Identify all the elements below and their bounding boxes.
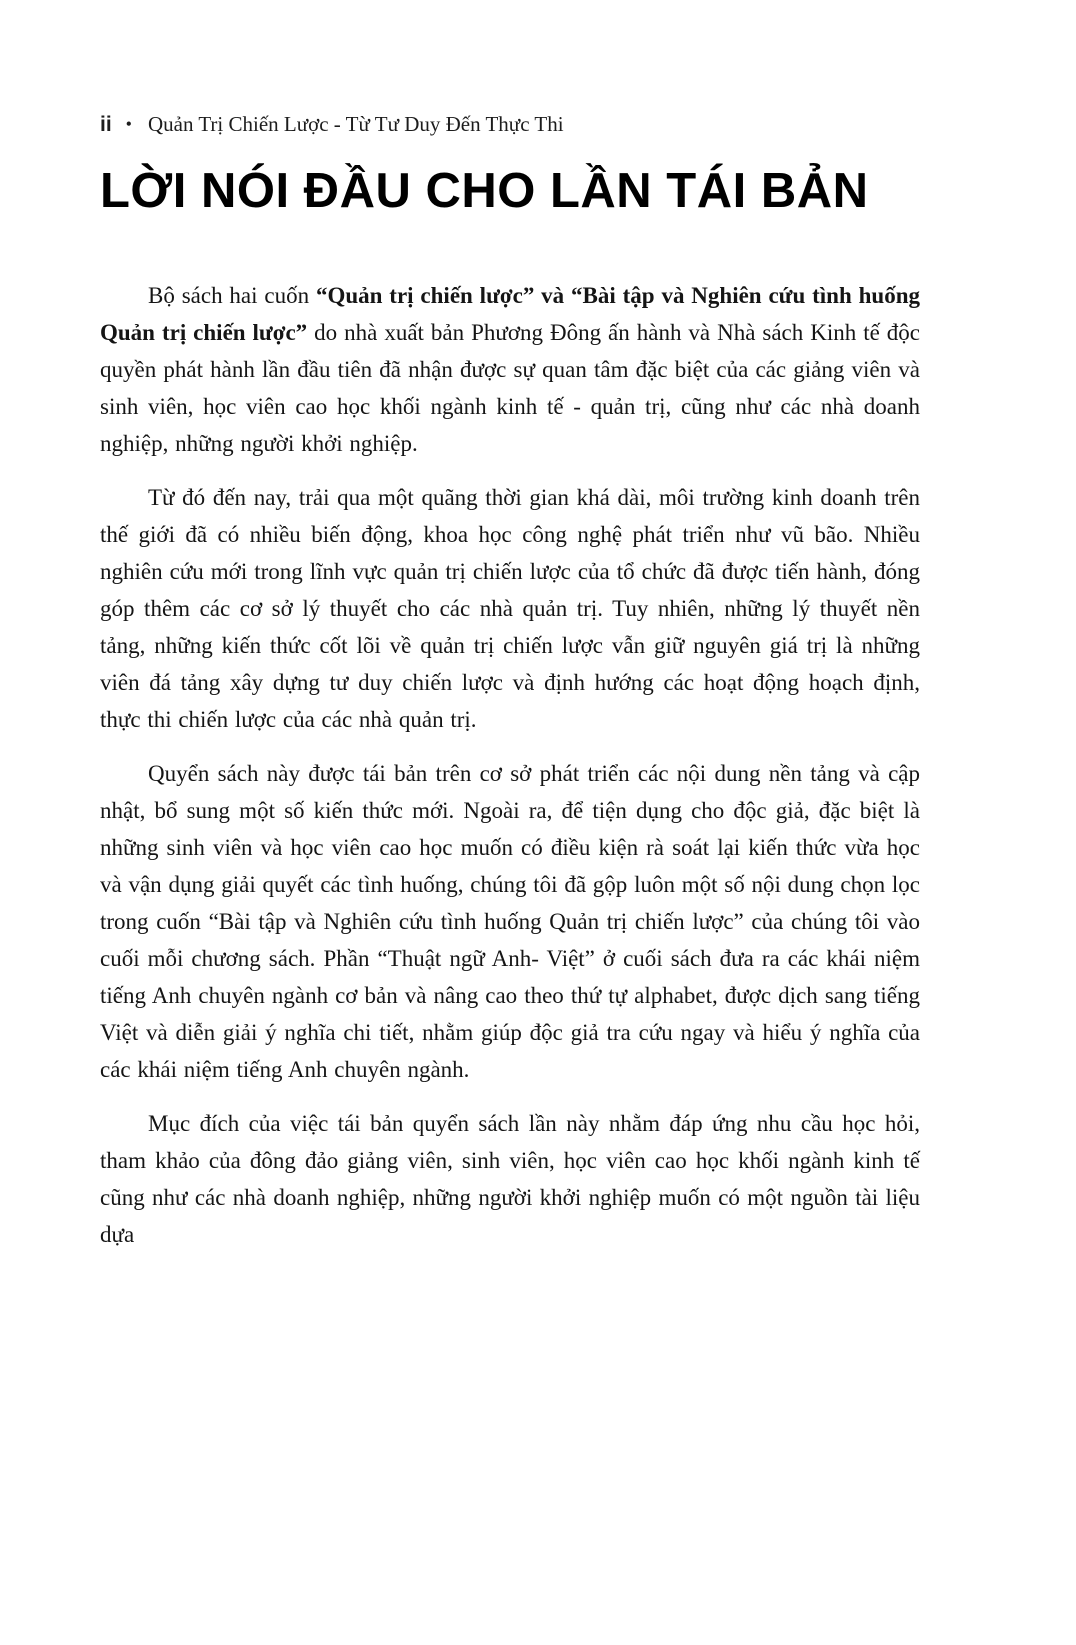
paragraph — [100, 479, 920, 738]
page-title: LỜI NÓI ĐẦU CHO LẦN TÁI BẢN — [100, 164, 869, 219]
text-run: Từ đó đến nay, trải qua một quãng thời gian khá dài, môi trường kinh doanh trên thế giới đã có nhiều biến động, khoa học công nghệ phát triển như vũ bão. Nhiều nghiên cứu mới trong lĩnh vực quản trị chiến lược của tổ chức đã được tiến hành, đóng góp thêm các cơ sở lý thuyết cho các nhà quản trị. Tuy nhiên, những lý thuyết nền tảng, những kiến thức cốt lõi về quản trị chiến lược vẫn giữ nguyên giá trị là những viên đá tảng xây dựng tư duy chiến lược và định hướng các hoạt động hoạch định, thực thi chiến lược của các nhà quản trị. — [100, 485, 920, 733]
text-run: Quyển sách này được tái bản trên cơ sở phát triển các nội dung nền tảng và cập nhật, bổ sung một số kiến thức mới. Ngoài ra, để tiện dụng cho độc giả, đặc biệt là những sinh viên và học viên cao học muốn có điều kiện rà soát lại kiến thức vừa học và vận dụng giải quyết các tình huống, chúng tôi đã gộp luôn một số nội dung chọn lọc trong cuốn “Bài tập và Nghiên cứu tình huống Quản trị chiến lược” của chúng tôi vào cuối mỗi chương sách. Phần “Thuật ngữ Anh- Việt” ở cuối sách đưa ra các khái niệm tiếng Anh chuyên ngành cơ bản và nâng cao theo thứ tự alphabet, được dịch sang tiếng Việt và diễn giải ý nghĩa chi tiết, nhằm giúp độc giả tra cứu ngay và hiểu ý nghĩa của các khái niệm tiếng Anh chuyên ngành. — [100, 761, 920, 1083]
running-header — [100, 112, 920, 137]
text-run: Mục đích của việc tái bản quyển sách lần này nhằm đáp ứng nhu cầu học hỏi, tham khảo của đông đảo giảng viên, sinh viên, học viên cao học khối ngành kinh tế cũng như các nhà doanh nghiệp, những người khởi nghiệp muốn có một nguồn tài liệu dựa — [100, 1111, 920, 1248]
paragraph — [100, 755, 920, 1088]
bullet-separator: • — [125, 114, 132, 134]
running-title: Quản Trị Chiến Lược - Từ Tư Duy Đến Thực Thi — [147, 112, 564, 136]
text-run: Bộ sách hai cuốn — [148, 283, 316, 309]
paragraph — [100, 277, 920, 462]
bold-text-run: “Quản trị chiến lược” và “Bài tập và Nghiên cứu tình huống Quản trị chiến lược” — [100, 283, 920, 346]
page-number: ii — [100, 113, 112, 136]
paragraph — [100, 1105, 920, 1253]
text-run: do nhà xuất bản Phương Đông ấn hành và Nhà sách Kinh tế độc quyền phát hành lần đầu tiên đã nhận được sự quan tâm đặc biệt của các giảng viên và sinh viên, học viên cao học khối ngành kinh tế - quản trị, cũng như các nhà doanh nghiệp, những người khởi nghiệp. — [100, 320, 920, 457]
body-text — [100, 277, 920, 1253]
